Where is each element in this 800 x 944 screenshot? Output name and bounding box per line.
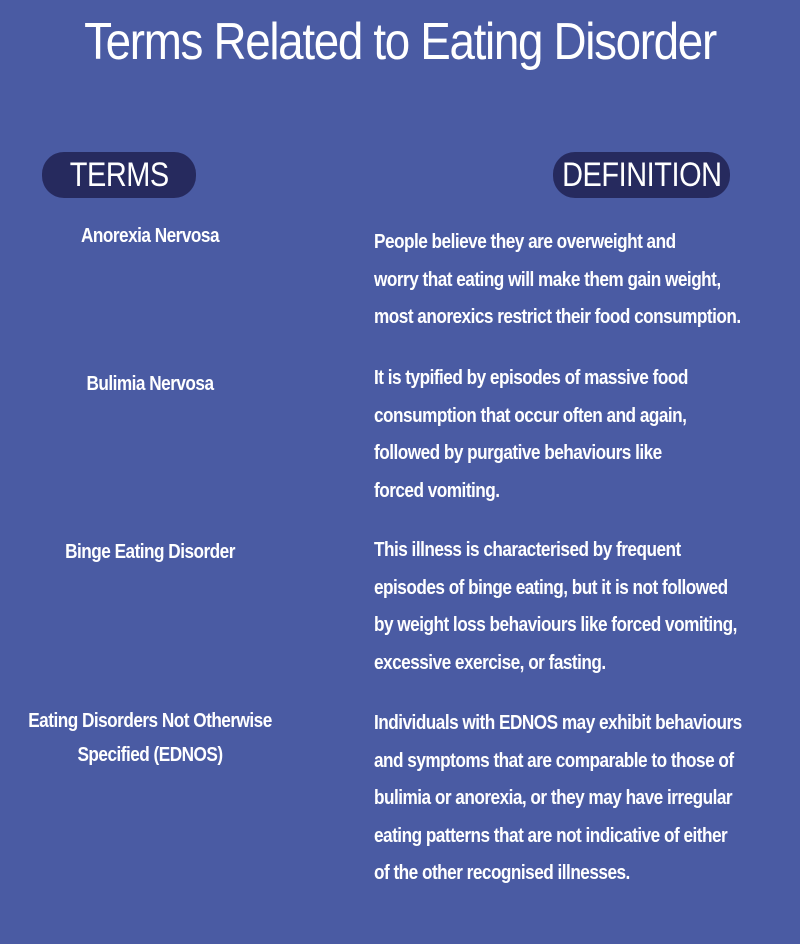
term-line: Anorexia Nervosa	[80, 225, 220, 247]
definition-line: by weight loss behaviours like forced vomiting,	[374, 614, 737, 636]
term-line: Binge Eating Disorder	[65, 541, 235, 563]
term-bulimia-nervosa	[47, 367, 253, 401]
definition-line: worry that eating will make them gain weight,	[374, 268, 721, 291]
page-title: Terms Related to Eating Disorder	[84, 13, 716, 71]
definition-header-pill	[553, 152, 730, 198]
definition-line: followed by purgative behaviours like	[374, 442, 662, 464]
definition-anorexia-nervosa	[374, 224, 778, 337]
definition-line: It is typified by episodes of massive food	[374, 367, 688, 389]
term-line: Eating Disorders Not Otherwise	[28, 710, 272, 732]
definition-line: bulimia or anorexia, or they may have irregular	[374, 787, 733, 809]
definition-line: most anorexics restrict their food consumption.	[374, 306, 741, 328]
definition-binge-eating-disorder	[374, 532, 778, 682]
terms-header-pill	[42, 152, 196, 198]
definition-line: of the other recognised illnesses.	[374, 862, 630, 884]
definition-line: This illness is characterised by frequent	[374, 539, 681, 561]
term-line: Bulimia Nervosa	[86, 373, 214, 395]
definition-line: and symptoms that are comparable to those of	[374, 749, 734, 772]
term-ednos	[21, 704, 279, 772]
definition-line: episodes of binge eating, but it is not followed	[374, 576, 728, 599]
definition-line: consumption that occur often and again,	[374, 404, 687, 427]
terms-header-label: TERMS	[69, 155, 169, 194]
definition-line: eating patterns that are not indicative of either	[374, 824, 728, 847]
definition-bulimia-nervosa	[374, 360, 778, 510]
term-binge-eating-disorder	[38, 535, 262, 569]
definition-line: Individuals with EDNOS may exhibit behaviours	[374, 712, 742, 734]
definition-line: forced vomiting.	[374, 479, 500, 502]
definition-line: excessive exercise, or fasting.	[374, 651, 606, 674]
term-line: Specified (EDNOS)	[77, 744, 223, 766]
definition-line: People believe they are overweight and	[374, 231, 676, 253]
definition-ednos	[374, 705, 778, 893]
term-anorexia-nervosa	[47, 219, 253, 253]
definition-header-label: DEFINITION	[561, 155, 722, 194]
